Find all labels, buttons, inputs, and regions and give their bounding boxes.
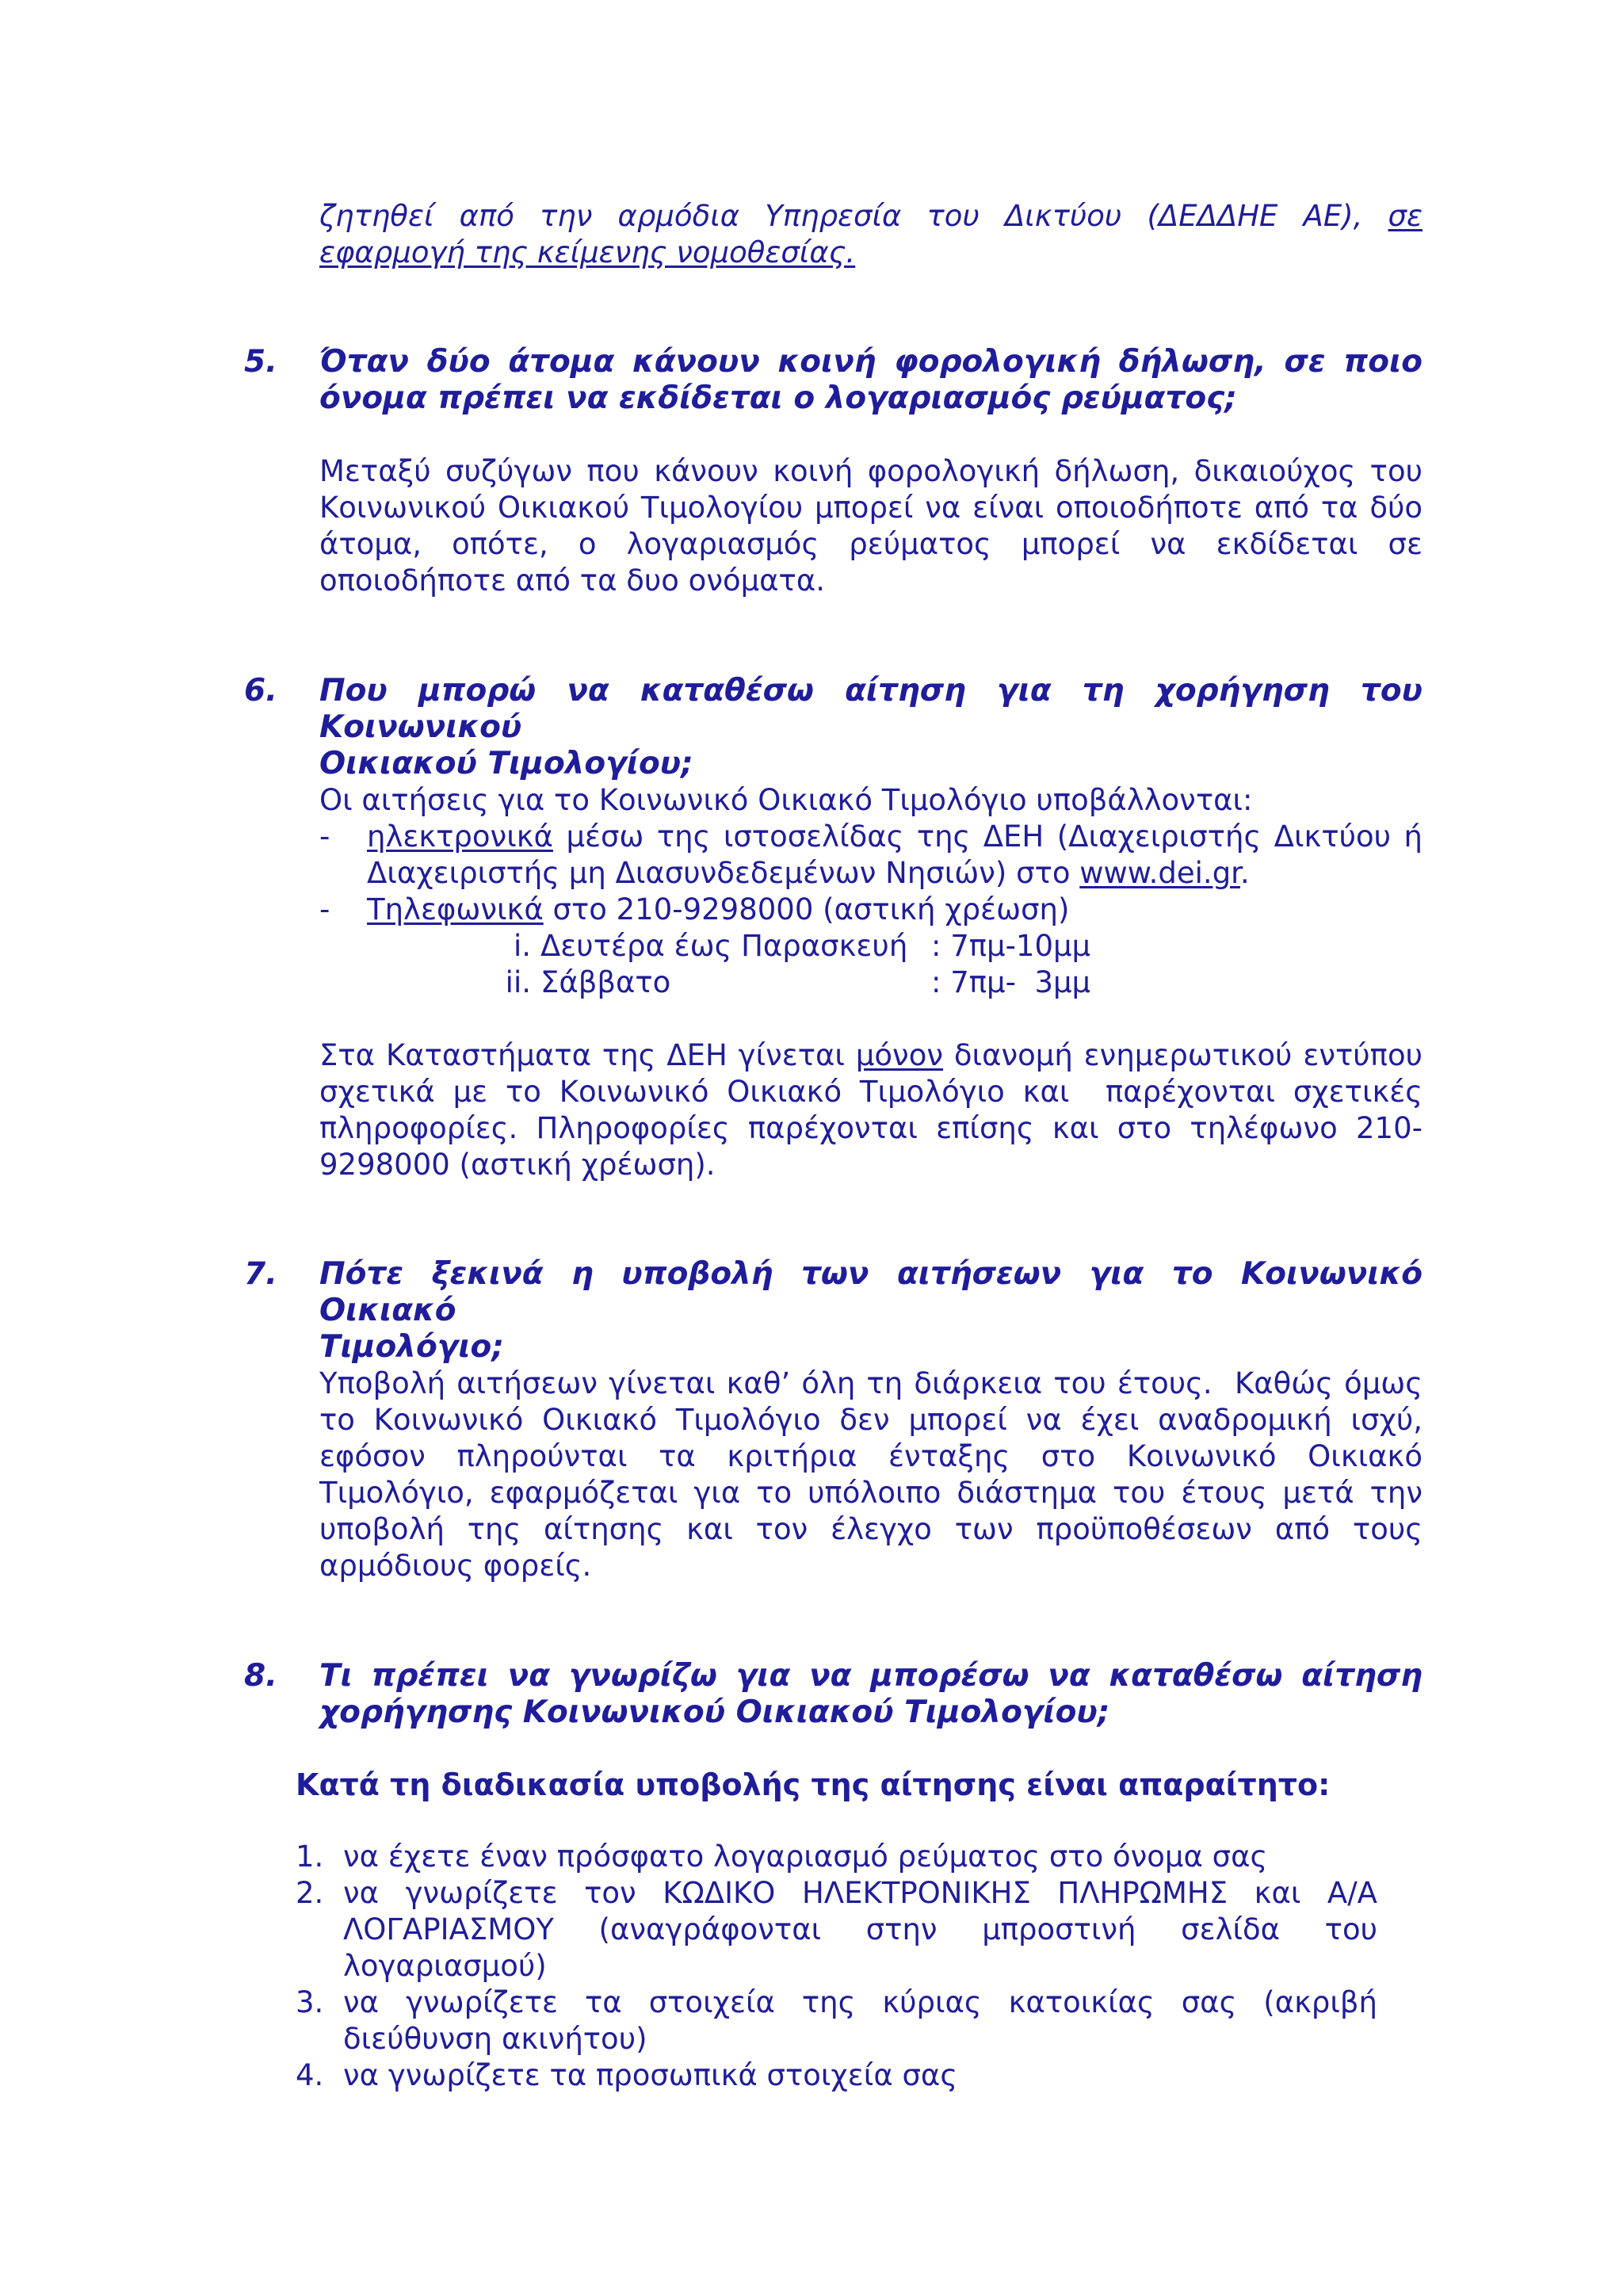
q6-bullet-2 <box>367 892 1423 928</box>
list-item-number: 3. <box>296 1985 324 2019</box>
hours-row-time: : 7πμ- 3μμ <box>931 965 1091 999</box>
q6-bullet-dash-1: - <box>319 819 330 854</box>
q6-stores-line: 9298000 (αστική χρέωση). <box>319 1148 716 1182</box>
hours-row-num: i. <box>513 929 531 963</box>
list-item <box>343 1875 1377 1985</box>
q6-stores-only: μόνον <box>855 1038 944 1072</box>
intro-underlined-word: σε <box>1388 199 1423 233</box>
q7-answer-line: Υποβολή αιτήσεων γίνεται καθ’ όλη τη διάρκεια του έτους. Καθώς όμως <box>319 1366 1423 1400</box>
q7-title <box>319 1256 1423 1366</box>
q7-answer-line: το Κοινωνικό Οικιακό Τιμολόγιο δεν μπορεί να έχει αναδρομική ισχύ, <box>319 1403 1423 1437</box>
list-item-line: να γνωρίζετε τα προσωπικά στοιχεία σας <box>343 2058 958 2092</box>
q5-answer <box>319 453 1423 599</box>
q7-answer-line: υποβολή της αίτησης και τον έλεγχο των προϋποθέσεων από τους <box>319 1512 1423 1546</box>
q5-answer-line: οποιοδήποτε από τα δυο ονόματα. <box>319 563 825 598</box>
q7-title-line-2: Τιμολόγιο; <box>319 1329 504 1365</box>
hours-row-time: : 7πμ-10μμ <box>931 929 1091 963</box>
q5-answer-line: άτομα, οπότε, ο λογαριασμός ρεύματος μπορεί να εκδίδεται σε <box>319 527 1423 561</box>
list-item-line: λογαριασμού) <box>343 1949 547 1983</box>
list-item-line: να γνωρίζετε τα στοιχεία της κύριας κατοικίας σας (ακριβή <box>343 1985 1377 2019</box>
list-item <box>343 2057 1377 2094</box>
list-item-number: 1. <box>296 1839 324 1874</box>
q6-stores-paragraph <box>319 1037 1423 1183</box>
q7-answer-line: Τιμολόγιο, εφαρμόζεται για το υπόλοιπο διάστημα του έτους μετά την <box>319 1476 1423 1510</box>
q8-title <box>319 1658 1423 1731</box>
q8-title-line-2: χορήγησης Κοινωνικού Οικιακού Τιμολογίου; <box>319 1694 1110 1730</box>
list-item-line: να γνωρίζετε τον ΚΩΔΙΚΟ ΗΛΕΚΤΡΟΝΙΚΗΣ ΠΛΗΡΩΜΗΣ και Α/Α <box>343 1876 1377 1910</box>
q6-title-line-1: Που μπορώ να καταθέσω αίτηση για τη χορήγηση του Κοινωνικού <box>319 673 1423 745</box>
hours-row-num: ii. <box>505 965 531 999</box>
q7-answer-line: εφόσον πληρούνται τα κριτήρια ένταξης στο Κοινωνικό Οικιακό <box>319 1439 1423 1473</box>
list-item <box>343 1839 1377 1875</box>
q6-bullet-1-period: . <box>1240 856 1250 890</box>
online-link[interactable]: ηλεκτρονικά <box>367 819 553 854</box>
q6-stores-line-1 <box>319 1037 1423 1074</box>
q6-bullet-1-line-2-text: Διαχειριστής μη Διασυνδεδεμένων Νησιών) στο <box>367 856 1071 890</box>
intro-paragraph <box>319 198 1423 271</box>
q8-title-line-1: Τι πρέπει να γνωρίζω για να μπορέσω να καταθέσω αίτηση <box>319 1658 1423 1694</box>
q6-title-line-2: Οικιακού Τιμολογίου; <box>319 746 693 781</box>
list-item-line: να έχετε έναν πρόσφατο λογαριασμό ρεύματος στο όνομα σας <box>343 1839 1268 1874</box>
q6-stores-text-b: διανομή ενημερωτικού εντύπου <box>953 1038 1423 1072</box>
list-item-number: 2. <box>296 1876 324 1910</box>
q8-subheading: Κατά τη διαδικασία υποβολής της αίτησης είναι απαραίτητο: <box>296 1767 1331 1802</box>
q6-stores-line: σχετικά με το Κοινωνικό Οικιακό Τιμολόγιο και παρέχονται σχετικές <box>319 1075 1423 1109</box>
dei-website-link[interactable]: www.dei.gr <box>1079 856 1240 890</box>
q7-number: 7. <box>244 1256 277 1292</box>
q7-answer-line: αρμόδιους φορείς. <box>319 1549 592 1583</box>
q6-stores-text-a: Στα Καταστήματα της ΔΕΗ γίνεται <box>319 1038 845 1072</box>
q5-answer-line: Κοινωνικού Οικιακού Τιμολογίου μπορεί να είναι οποιοδήποτε από τα δύο <box>319 491 1423 525</box>
q6-bullet-dash-2: - <box>319 892 330 926</box>
q5-title <box>319 344 1423 417</box>
q5-title-line-1: Όταν δύο άτομα κάνουν κοινή φορολογική δήλωση, σε ποιο <box>319 344 1423 380</box>
q6-bullet-1-line-1 <box>367 819 1423 855</box>
intro-underlined-line: εφαρμογή της κείμενης νομοθεσίας. <box>319 235 856 269</box>
q6-intro: Οι αιτήσεις για το Κοινωνικό Οικιακό Τιμολόγιο υποβάλλονται: <box>319 783 1253 817</box>
phone-link[interactable]: Τηλεφωνικά <box>367 892 544 926</box>
q5-title-line-2: όνομα πρέπει να εκδίδεται ο λογαριασμός ρεύματος; <box>319 380 1237 416</box>
hours-row-day: Σάββατο <box>540 965 671 999</box>
q7-title-line-1: Πότε ξεκινά η υποβολή των αιτήσεων για το Κοινωνικό Οικιακό <box>319 1256 1423 1328</box>
q6-title <box>319 673 1423 782</box>
q6-number: 6. <box>244 673 277 709</box>
q6-bullet-1-line-2 <box>367 855 1423 892</box>
intro-line-2 <box>319 235 1423 271</box>
list-item-line: διεύθυνση ακινήτου) <box>343 2022 647 2056</box>
hours-row-day: Δευτέρα έως Παρασκευή <box>540 929 908 963</box>
list-item-number: 4. <box>296 2058 324 2092</box>
list-item <box>343 1985 1377 2057</box>
q5-answer-line: Μεταξύ συζύγων που κάνουν κοινή φορολογική δήλωση, δικαιούχος του <box>319 454 1423 488</box>
q6-bullet-1-text: μέσω της ιστοσελίδας της ΔΕΗ (Διαχειριστής Δικτύου ή <box>566 819 1423 854</box>
q6-bullet-1 <box>367 819 1423 892</box>
list-item-line: ΛΟΓΑΡΙΑΣΜΟΥ (αναγράφονται στην μπροστινή σελίδα του <box>343 1912 1377 1946</box>
q5-number: 5. <box>244 344 277 380</box>
q6-stores-line: πληροφορίες. Πληροφορίες παρέχονται επίσης και στο τηλέφωνο 210- <box>319 1111 1423 1145</box>
q7-answer <box>319 1366 1423 1584</box>
q6-bullet-2-text: στο 210-9298000 (αστική χρέωση) <box>543 892 1070 926</box>
q8-number: 8. <box>244 1658 277 1694</box>
intro-line-1 <box>319 198 1423 235</box>
intro-line-1-text: ζητηθεί από την αρμόδια Υπηρεσία του Δικτύου (ΔΕΔΔΗΕ ΑΕ), <box>319 199 1363 233</box>
